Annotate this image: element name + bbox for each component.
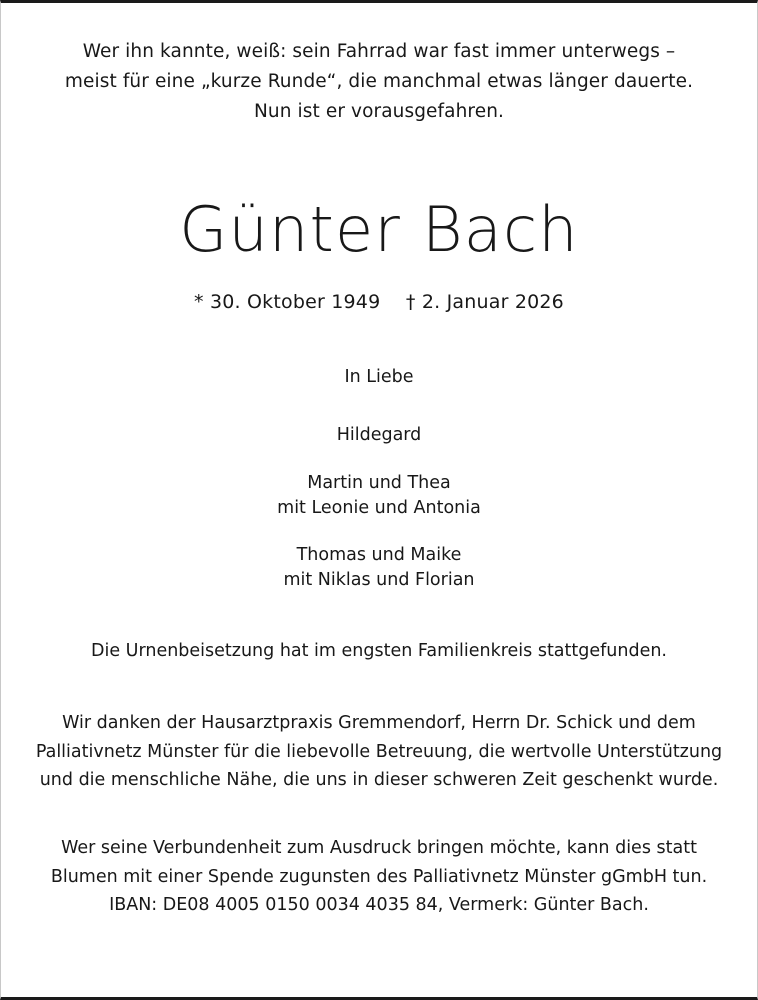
burial-notice: Die Urnenbeisetzung hat im engsten Familienkreis stattgefunden. — [90, 641, 667, 662]
family-line: Thomas und Maike — [296, 545, 462, 566]
family-group — [21, 543, 737, 593]
epitaph-line-3: Nun ist er vorausgefahren. — [253, 100, 504, 122]
obituary-content — [1, 3, 757, 919]
family-list — [21, 423, 737, 593]
thanks-line-2: Palliativnetz Münster für die liebevolle Betreuung, die wertvolle Unterstützung — [35, 741, 723, 762]
family-group — [21, 423, 737, 448]
family-line: mit Leonie und Antonia — [277, 497, 481, 518]
in-love-label: In Liebe — [344, 366, 414, 387]
death-date: † 2. Januar 2026 — [405, 290, 564, 313]
deceased-name: Günter Bach — [179, 192, 579, 266]
donation-line-2: Blumen mit einer Spende zugunsten des Palliativnetz Münster gGmbH tun. — [50, 866, 708, 887]
thanks-line-3: und die menschliche Nähe, die uns in dieser schweren Zeit geschenkt wurde. — [39, 770, 719, 791]
family-line: Martin und Thea — [307, 472, 451, 493]
family-line: mit Niklas und Florian — [283, 570, 475, 591]
donation-line-3: IBAN: DE08 4005 0150 0034 4035 84, Vermerk: Günter Bach. — [109, 895, 649, 916]
life-dates — [21, 291, 737, 313]
thanks-paragraph — [21, 709, 737, 794]
birth-date: * 30. Oktober 1949 — [194, 290, 381, 313]
donation-paragraph — [21, 834, 737, 919]
epitaph — [21, 37, 737, 127]
family-group — [21, 471, 737, 521]
family-line: Hildegard — [336, 424, 422, 445]
epitaph-line-1: Wer ihn kannte, weiß: sein Fahrrad war fast immer unterwegs – — [82, 41, 676, 62]
epitaph-line-2: meist für eine „kurze Runde“, die manchmal etwas länger dauerte. — [64, 70, 694, 92]
donation-line-1: Wer seine Verbundenheit zum Ausdruck bringen möchte, kann dies statt — [61, 838, 697, 859]
thanks-line-1: Wir danken der Hausarztpraxis Gremmendorf, Herrn Dr. Schick und dem — [62, 713, 696, 734]
